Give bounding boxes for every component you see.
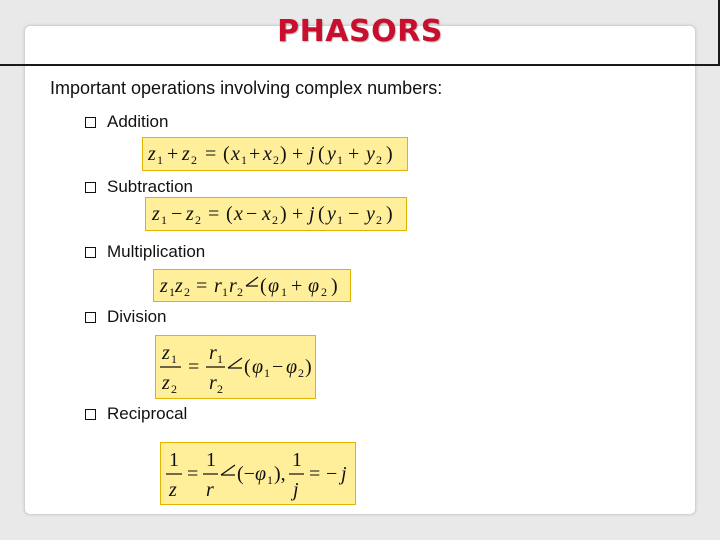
svg-text:(: ( xyxy=(244,356,251,378)
bullet-label: Subtraction xyxy=(107,177,193,196)
svg-text:): ) xyxy=(305,356,312,378)
svg-text:j: j xyxy=(341,463,347,485)
svg-text:): ) xyxy=(280,203,287,225)
checkbox-square-icon xyxy=(85,409,96,420)
svg-text:φ: φ xyxy=(252,356,264,378)
svg-text:=: = xyxy=(205,143,217,165)
svg-text:−: − xyxy=(326,463,338,485)
svg-text:=: = xyxy=(208,203,220,225)
svg-text:2: 2 xyxy=(298,366,304,380)
svg-text:−: − xyxy=(272,356,284,378)
svg-text:z: z xyxy=(175,275,183,297)
bullet-label: Multiplication xyxy=(107,242,206,261)
svg-text:z: z xyxy=(162,342,170,364)
svg-text:−: − xyxy=(348,203,360,225)
svg-text:r: r xyxy=(209,342,217,364)
addition-formula xyxy=(142,137,408,171)
subtraction-formula xyxy=(145,197,407,231)
checkbox-square-icon xyxy=(85,182,96,193)
bullet-reciprocal xyxy=(85,404,187,424)
bullet-addition xyxy=(85,112,168,132)
svg-text:1: 1 xyxy=(281,285,287,299)
bullet-subtraction xyxy=(85,177,193,197)
svg-text:φ: φ xyxy=(286,356,298,378)
svg-text:): ) xyxy=(386,143,393,165)
svg-text:z: z xyxy=(186,203,194,225)
checkbox-square-icon xyxy=(85,117,96,128)
bullet-label: Reciprocal xyxy=(107,404,188,423)
svg-text:+: + xyxy=(291,275,303,297)
svg-text:x: x xyxy=(231,143,240,165)
svg-text:1: 1 xyxy=(267,473,273,487)
svg-text:r: r xyxy=(206,479,214,501)
svg-text:): ) xyxy=(386,203,393,225)
svg-text:2: 2 xyxy=(321,285,327,299)
svg-text:j: j xyxy=(309,143,315,165)
bullet-division xyxy=(85,307,167,327)
svg-text:+: + xyxy=(348,143,360,165)
svg-text:1: 1 xyxy=(161,213,167,227)
svg-text:1: 1 xyxy=(292,449,302,471)
bullet-multiplication xyxy=(85,242,205,262)
svg-text:(: ( xyxy=(318,203,325,225)
svg-text:+: + xyxy=(167,143,179,165)
svg-text:x: x xyxy=(263,143,272,165)
svg-text:1: 1 xyxy=(169,449,179,471)
svg-text:1: 1 xyxy=(171,352,177,366)
svg-text:j: j xyxy=(309,203,315,225)
svg-text:z: z xyxy=(182,143,190,165)
svg-text:=: = xyxy=(196,275,208,297)
reciprocal-formula xyxy=(160,442,356,505)
svg-text:z: z xyxy=(162,372,170,394)
svg-text:): ) xyxy=(280,143,287,165)
intro-text: Important operations involving complex numbers: xyxy=(50,78,443,98)
checkbox-square-icon xyxy=(85,247,96,258)
multiplication-formula xyxy=(153,269,351,302)
svg-text:y: y xyxy=(327,143,336,165)
bullet-label: Division xyxy=(107,307,167,326)
svg-text:): ) xyxy=(331,275,338,297)
svg-text:y: y xyxy=(366,203,375,225)
svg-text:z: z xyxy=(148,143,156,165)
svg-text:r: r xyxy=(209,372,217,394)
svg-text:(: ( xyxy=(318,143,325,165)
svg-text:1: 1 xyxy=(169,285,175,299)
checkbox-square-icon xyxy=(85,312,96,323)
svg-text:z: z xyxy=(152,203,160,225)
svg-text:=: = xyxy=(309,463,321,485)
svg-text:y: y xyxy=(366,143,375,165)
svg-text:−: − xyxy=(246,203,258,225)
svg-text:2: 2 xyxy=(191,153,197,167)
svg-text:φ: φ xyxy=(268,275,280,297)
svg-text:(: ( xyxy=(223,143,230,165)
svg-text:r: r xyxy=(229,275,237,297)
bullet-label: Addition xyxy=(107,112,169,131)
svg-text:2: 2 xyxy=(184,285,190,299)
svg-text:1: 1 xyxy=(337,153,343,167)
division-formula xyxy=(155,335,316,399)
svg-text:x: x xyxy=(234,203,243,225)
svg-text:1: 1 xyxy=(241,153,247,167)
svg-text:1: 1 xyxy=(222,285,228,299)
svg-text:1: 1 xyxy=(264,366,270,380)
svg-text:+: + xyxy=(292,143,304,165)
svg-text:φ: φ xyxy=(255,463,267,485)
svg-text:1: 1 xyxy=(337,213,343,227)
svg-text:φ: φ xyxy=(308,275,320,297)
svg-text:y: y xyxy=(327,203,336,225)
svg-text:2: 2 xyxy=(376,153,382,167)
svg-text:2: 2 xyxy=(171,382,177,396)
svg-text:2: 2 xyxy=(376,213,382,227)
svg-text:=: = xyxy=(188,356,200,378)
svg-text:z: z xyxy=(160,275,168,297)
svg-text:2: 2 xyxy=(272,213,278,227)
svg-text:+: + xyxy=(249,143,261,165)
svg-text:1: 1 xyxy=(217,352,223,366)
svg-text:r: r xyxy=(214,275,222,297)
svg-text:=: = xyxy=(187,463,199,485)
svg-text:x: x xyxy=(262,203,271,225)
svg-text:(−: (− xyxy=(237,463,255,485)
svg-text:1: 1 xyxy=(206,449,216,471)
svg-text:(: ( xyxy=(226,203,233,225)
svg-text:−: − xyxy=(171,203,183,225)
svg-text:z: z xyxy=(169,479,177,501)
svg-text:+: + xyxy=(292,203,304,225)
svg-text:2: 2 xyxy=(195,213,201,227)
svg-text:2: 2 xyxy=(237,285,243,299)
svg-text:2: 2 xyxy=(217,382,223,396)
svg-text:1: 1 xyxy=(157,153,163,167)
svg-text:(: ( xyxy=(260,275,267,297)
page-title: PHASORS xyxy=(277,14,443,49)
svg-text:j: j xyxy=(293,479,299,501)
svg-text:),: ), xyxy=(274,463,286,485)
svg-text:2: 2 xyxy=(273,153,279,167)
